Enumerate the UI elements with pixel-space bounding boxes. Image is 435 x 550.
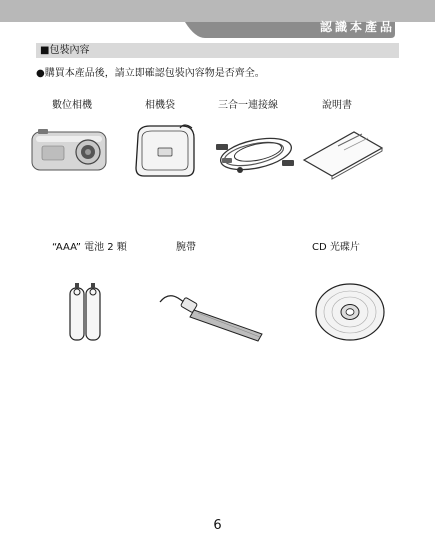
page-header	[0, 0, 435, 40]
wrist-strap-icon	[150, 288, 270, 343]
cd-icon	[310, 280, 390, 344]
camera-bag-icon	[130, 120, 200, 180]
battery-icon	[66, 280, 106, 344]
manual-icon	[298, 124, 388, 182]
intro-text: ●購買本產品後，請立即確認包裝內容物是否齊全。	[36, 68, 265, 79]
item-label-manual: 說明書	[322, 100, 352, 111]
header-title: 認識本產品	[319, 20, 395, 34]
cable-icon	[210, 124, 300, 182]
item-label-camera-bag: 相機袋	[145, 100, 175, 111]
item-label-camera: 數位相機	[52, 100, 92, 111]
camera-icon	[30, 126, 110, 176]
page-number: 6	[213, 518, 222, 533]
item-label-cable: 三合一連接線	[218, 100, 278, 111]
section-heading: ■包裝內容	[36, 43, 399, 58]
item-label-wrist-strap: 腕帶	[176, 242, 196, 253]
item-label-cd: CD 光碟片	[312, 242, 360, 253]
item-label-battery: “AAA” 電池 2 顆	[52, 242, 127, 253]
